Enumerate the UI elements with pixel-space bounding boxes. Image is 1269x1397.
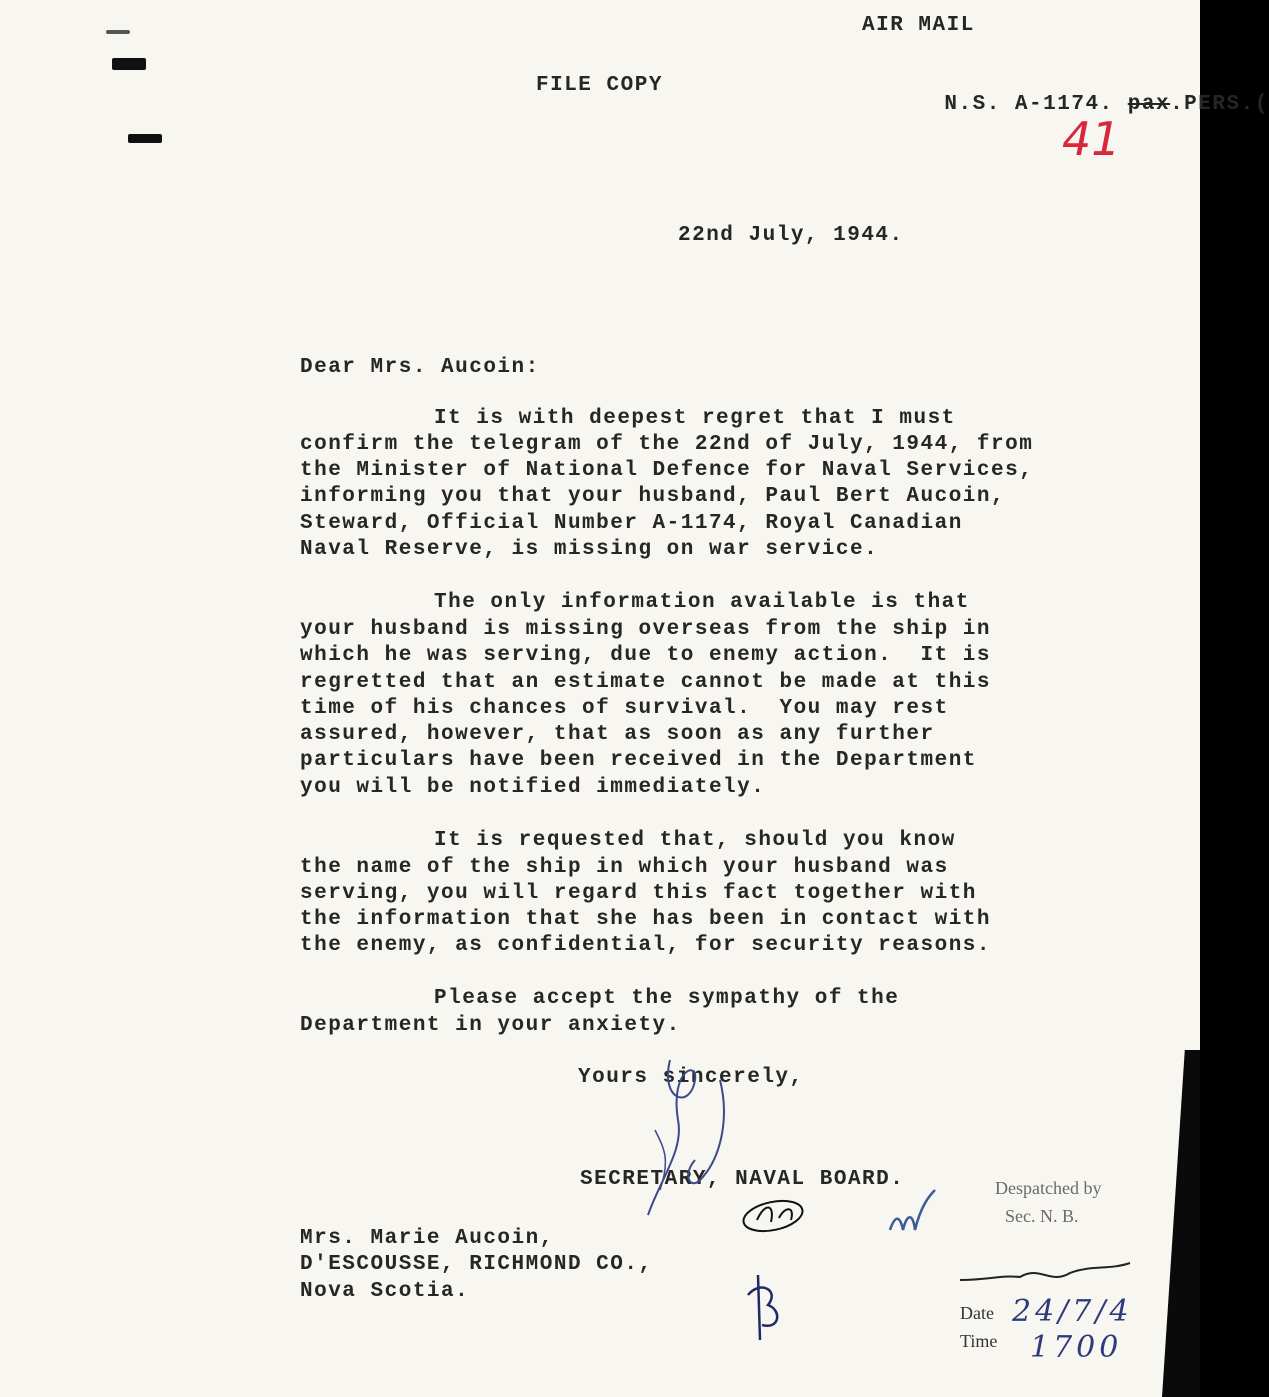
stamp-sec-nb: Sec. N. B. (1005, 1206, 1079, 1226)
stamp-signature (960, 1255, 1140, 1290)
initials-mark (740, 1270, 790, 1345)
struck-text: pax (1127, 93, 1171, 116)
signatory-title: SECRETARY, NAVAL BOARD. (580, 1168, 905, 1191)
stamp-despatched: Despatched by (995, 1178, 1102, 1198)
paragraph-3-line: the information that she has been in contact with (300, 908, 992, 931)
paragraph-1-line: informing you that your husband, Paul Bert Aucoin, (300, 485, 1006, 508)
initials-mark (885, 1185, 945, 1240)
punch-mark (128, 134, 162, 143)
paragraph-1-line: Steward, Official Number A-1174, Royal Canadian (300, 512, 963, 535)
paragraph-1-line: Naval Reserve, is missing on war service. (300, 538, 879, 561)
paragraph-1-line: It is with deepest regret that I must (434, 407, 956, 430)
reference-number: N.S. A-1174. (944, 93, 1114, 116)
paragraph-1-line: the Minister of National Defence for Naval Services, (300, 459, 1034, 482)
paragraph-2-line: particulars have been received in the Department (300, 749, 977, 772)
stamp-time-value: 1700 (1030, 1330, 1123, 1365)
address-line: Nova Scotia. (300, 1280, 470, 1303)
letter-date: 22nd July, 1944. (678, 224, 904, 247)
closing: Yours sincerely, (578, 1066, 804, 1089)
paragraph-2-line: you will be notified immediately. (300, 776, 766, 799)
paragraph-2-line: assured, however, that as soon as any further (300, 723, 935, 746)
paragraph-1-line: confirm the telegram of the 22nd of July, 1944, from (300, 433, 1034, 456)
paragraph-3-line: the enemy, as confidential, for security reasons. (300, 934, 992, 957)
address-line: Mrs. Marie Aucoin, (300, 1227, 554, 1250)
paragraph-2-line: your husband is missing overseas from the ship in (300, 618, 992, 641)
air-mail-label: AIR MAIL (862, 14, 975, 37)
reference-suffix: .PERS.( (1170, 93, 1269, 116)
stamp-date-value: 24/7/4 (1012, 1294, 1133, 1329)
initials-mark (735, 1192, 815, 1237)
red-folio-number: 41 (1062, 112, 1121, 166)
paragraph-2-line: The only information available is that (434, 591, 970, 614)
punch-mark (112, 58, 146, 70)
stamp-date-label: Date (960, 1303, 994, 1323)
stamp-time-label: Time (960, 1331, 998, 1351)
paragraph-2-line: time of his chances of survival. You may rest (300, 697, 949, 720)
paragraph-2-line: which he was serving, due to enemy action. It is (300, 644, 992, 667)
paragraph-3-line: serving, you will regard this fact together with (300, 882, 977, 905)
paragraph-2-line: regretted that an estimate cannot be made at this (300, 671, 992, 694)
address-line: D'ESCOUSSE, RICHMOND CO., (300, 1253, 653, 1276)
file-copy-label: FILE COPY (536, 74, 663, 97)
paragraph-4-line: Please accept the sympathy of the (434, 987, 900, 1010)
paragraph-3-line: It is requested that, should you know (434, 829, 956, 852)
paragraph-3-line: the name of the ship in which your husband was (300, 856, 949, 879)
salutation: Dear Mrs. Aucoin: (300, 356, 540, 379)
punch-mark (106, 30, 130, 34)
paragraph-4-line: Department in your anxiety. (300, 1014, 681, 1037)
